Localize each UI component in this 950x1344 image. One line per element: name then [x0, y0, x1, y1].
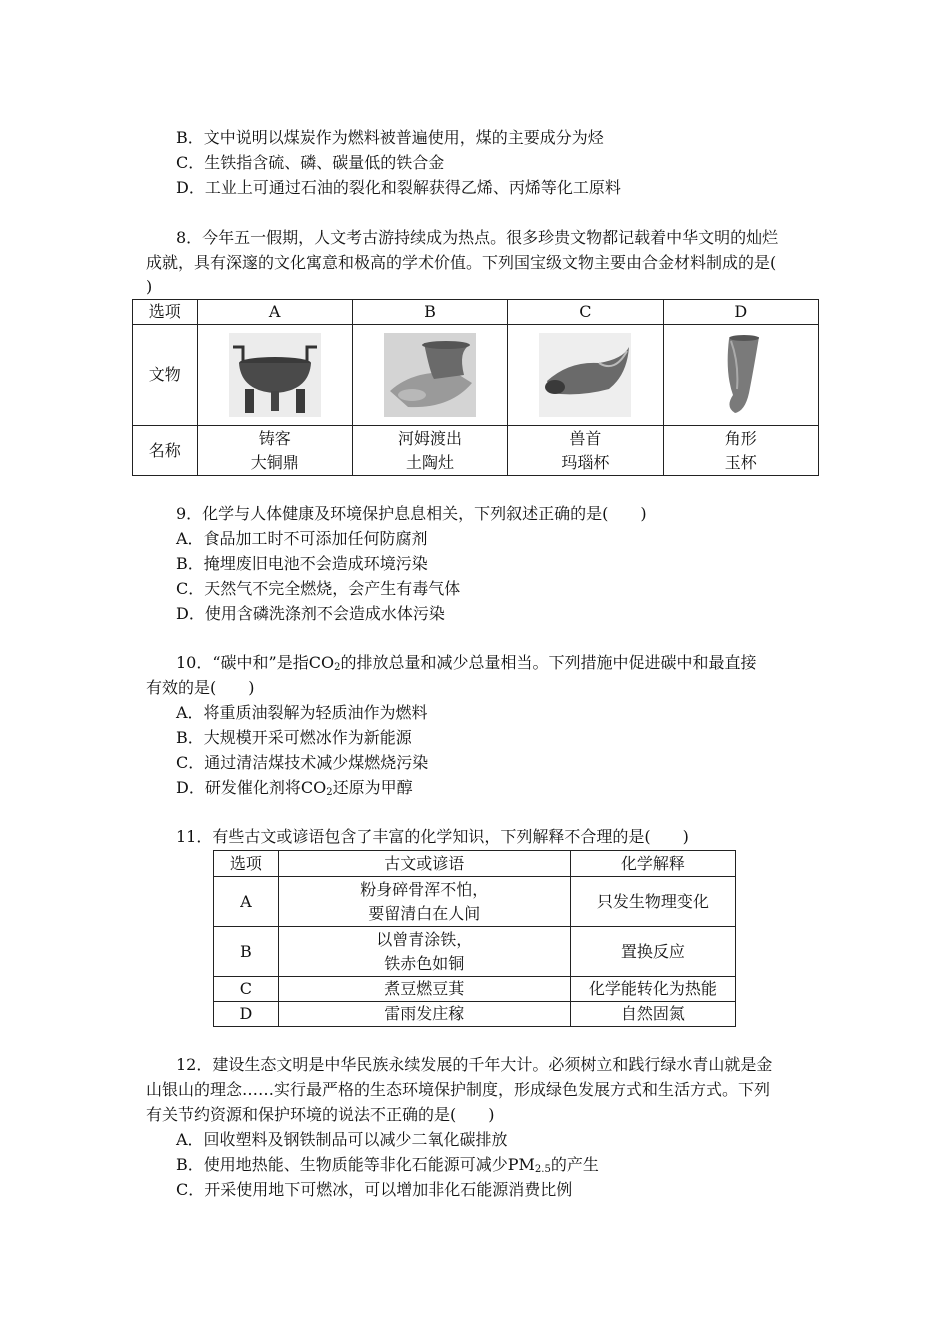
q10-option-c: C．通过清洁煤技术减少煤燃烧污染: [176, 753, 429, 772]
relic-d-image: [663, 325, 818, 426]
row-b-proverb: 以曾青涂铁， 铁赤色如铜: [278, 927, 570, 977]
header-explanation: 化学解释: [570, 851, 735, 877]
q7-option-b: B．文中说明以煤炭作为燃料被普遍使用，煤的主要成分为烃: [176, 128, 604, 147]
agate-cup-image: [539, 333, 631, 417]
q9-stem: 9．化学与人体健康及环境保护息息相关，下列叙述正确的是( ): [176, 504, 647, 523]
pottery-stove-image: [384, 333, 476, 417]
relic-b-image: [352, 325, 507, 426]
q9-option-c: C．天然气不完全燃烧，会产生有毒气体: [176, 579, 461, 598]
q8-stem-line3: ): [146, 277, 153, 296]
header-proverb: 古文或谚语: [278, 851, 570, 877]
q11-stem: 11．有些古文或谚语包含了丰富的化学知识，下列解释不合理的是( ): [176, 827, 689, 846]
q10-stem-line2: 有效的是( ): [146, 678, 255, 697]
q12-stem-line2: 山银山的理念……实行最严格的生态环境保护制度，形成绿色发展方式和生活方式。下列: [146, 1080, 771, 1099]
row-a-proverb: 粉身碎骨浑不怕， 要留清白在人间: [278, 877, 570, 927]
col-b-label: B: [352, 300, 507, 325]
col-c-label: C: [508, 300, 663, 325]
name-c: 兽首 玛瑙杯: [508, 426, 663, 476]
q10-option-d: D．研发催化剂将$CO_2$还原为甲醇: [176, 778, 413, 798]
row-a-explanation: 只发生物理变化: [570, 877, 735, 927]
bronze-ding-image: [229, 333, 321, 417]
col-a-label: A: [197, 300, 352, 325]
q7-option-d: D．工业上可通过石油的裂化和裂解获得乙烯、丙烯等化工原料: [176, 178, 621, 197]
name-a: 铸客 大铜鼎: [197, 426, 352, 476]
q10-stem-line1: 10．“碳中和”是指$CO_2$的排放总量和减少总量相当。下列措施中促进碳中和最直接: [176, 653, 757, 673]
header-option: 选项: [133, 300, 198, 325]
q12-stem-line3: 有关节约资源和保护环境的说法不正确的是( ): [146, 1105, 495, 1124]
q8-stem-line2: 成就，具有深邃的文化寓意和极高的学术价值。下列国宝级文物主要由合金材料制成的是(: [146, 253, 777, 272]
row-c-explanation: 化学能转化为热能: [570, 977, 735, 1002]
jade-cup-image: [695, 333, 787, 417]
q9-option-d: D．使用含磷洗涤剂不会造成水体污染: [176, 604, 445, 623]
name-b: 河姆渡出 土陶灶: [352, 426, 507, 476]
q10-option-b: B．大规模开采可燃冰作为新能源: [176, 728, 412, 747]
q9-option-b: B．掩埋废旧电池不会造成环境污染: [176, 554, 428, 573]
q12-stem-line1: 12．建设生态文明是中华民族永续发展的千年大计。必须树立和践行绿水青山就是金: [176, 1055, 773, 1074]
row-c-option: C: [214, 977, 279, 1002]
row-a-option: A: [214, 877, 279, 927]
q9-option-a: A．食品加工时不可添加任何防腐剂: [176, 529, 428, 548]
row-b-explanation: 置换反应: [570, 927, 735, 977]
proverbs-table: [213, 850, 736, 1027]
q10-option-a: A．将重质油裂解为轻质油作为燃料: [176, 703, 428, 722]
row-b-option: B: [214, 927, 279, 977]
q12-option-b: B．使用地热能、生物质能等非化石能源可减少$PM_{2.5}$的产生: [176, 1155, 599, 1175]
header-option: 选项: [214, 851, 279, 877]
row-d-option: D: [214, 1002, 279, 1027]
relic-a-image: [197, 325, 352, 426]
relics-table: [132, 299, 819, 476]
header-relic: 文物: [133, 325, 198, 426]
row-d-proverb: 雷雨发庄稼: [278, 1002, 570, 1027]
q12-option-c: C．开采使用地下可燃冰，可以增加非化石能源消费比例: [176, 1180, 573, 1199]
header-name: 名称: [133, 426, 198, 476]
q8-stem-line1: 8．今年五一假期，人文考古游持续成为热点。很多珍贵文物都记载着中华文明的灿烂: [176, 228, 779, 247]
q7-option-c: C．生铁指含硫、磷、碳量低的铁合金: [176, 153, 445, 172]
q12-option-a: A．回收塑料及钢铁制品可以减少二氧化碳排放: [176, 1130, 508, 1149]
name-d: 角形 玉杯: [663, 426, 818, 476]
col-d-label: D: [663, 300, 818, 325]
row-d-explanation: 自然固氮: [570, 1002, 735, 1027]
relic-c-image: [508, 325, 663, 426]
row-c-proverb: 煮豆燃豆萁: [278, 977, 570, 1002]
